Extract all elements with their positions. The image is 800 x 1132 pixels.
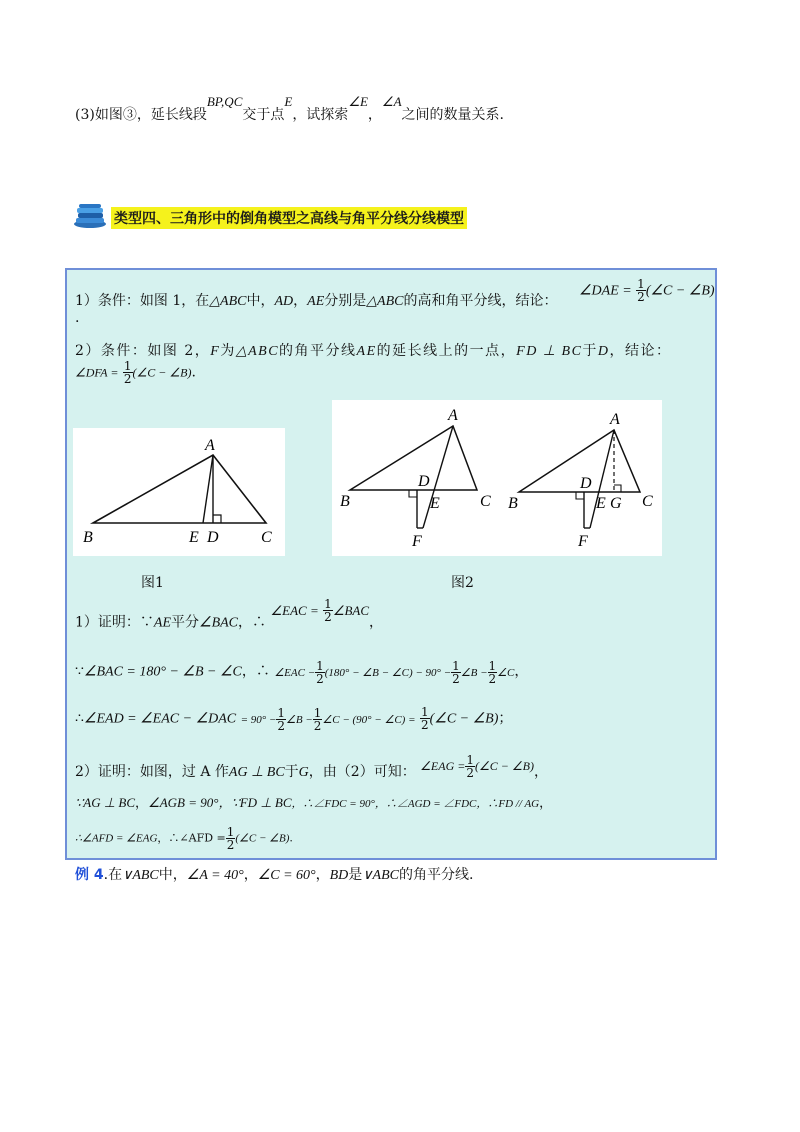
fig2b-label-e: E: [596, 495, 606, 512]
fig2a-label-c: C: [480, 493, 491, 510]
example-4: 例 4.在∨ABC中，∠A = 40°，∠C = 60°，BD是∨ABC的角平分线.: [75, 867, 474, 883]
fig2b-label-c: C: [642, 493, 653, 510]
proof-1-line-1: 1）证明：∵AE平分∠BAC，∴ ∠EAC = $\frac{1}{2}$ ∠BAC，: [75, 597, 384, 631]
condition-2: 2）条件：如图 2，F为△ABC的角平分线AE的延长线上的一点，FD ⊥ BC于D，结论：: [75, 343, 672, 359]
fig1-label-e: E: [189, 529, 199, 546]
fig2b-label-b: B: [508, 495, 518, 512]
figure-1-caption: 图1: [141, 575, 164, 591]
figure-1-diagram: [73, 428, 285, 556]
condition-1-dot: .: [75, 310, 80, 326]
figure-2: [332, 400, 662, 556]
condition-1: 1）条件：如图 1，在△ABC中，AD，AE分别是△ABC的高和角平分线，结论：: [75, 293, 558, 309]
figure-1: [73, 428, 285, 556]
fig2a-label-a: A: [448, 407, 458, 424]
fig2b-label-d: D: [580, 475, 592, 492]
fig1-label-c: C: [261, 529, 272, 546]
proof-2-line-1: 2）证明：如图，过 A 作AG ⊥ BC于G，由（2）可知： ∠EAG = $\frac{1}{2}$ (∠C − ∠B)，: [75, 753, 548, 780]
proof-2-line-2: ∵AG ⊥ BC，∠AGB = 90°，∵FD ⊥ BC，∴∠FDC = 90°，∴∠AGD = ∠FDC，∴FD // AG，: [75, 795, 553, 811]
fig2a-label-f: F: [412, 533, 422, 550]
proof-2-line-3: ∴∠AFD = ∠EAG，∴∠AFD = $\frac{1}{2}$ (∠C − ∠B).: [75, 825, 293, 852]
proof-1-line-3: ∴∠EAD = ∠EAC − ∠DAC = 90° − $\frac{1}{2}$ ∠B − $\frac{1}{2}$ ∠C − (90° − ∠C) = $\frac{1}{2}$ (∠C − ∠B)；: [75, 705, 513, 733]
section-title: 类型四、三角形中的倒角模型之高线与角平分线分线模型: [111, 207, 467, 229]
fig2a-label-e: E: [430, 495, 440, 512]
condition-2-formula: ∠DFA = $\frac{1}{2}$ (∠C − ∠B).: [75, 359, 196, 386]
fig1-label-b: B: [83, 529, 93, 546]
fig2a-label-b: B: [340, 493, 350, 510]
fig1-label-a: A: [205, 437, 215, 454]
figure-2-diagram: [332, 400, 662, 556]
figure-2-caption: 图2: [451, 575, 474, 591]
question-3: (3)如图③，延长线段BP,QC交于点E，试探索∠E，∠A之间的数量关系.: [75, 94, 504, 123]
books-icon: [73, 203, 107, 229]
model-box: [65, 268, 717, 860]
proof-1-line-2: ∵∠BAC = 180° − ∠B − ∠C，∴ ∠EAC − $\frac{1}{2}$ (180° − ∠B − ∠C) − 90° − $\frac{1}{2}$ ∠B − $\frac{1}{2}$ ∠C，: [75, 659, 529, 686]
fig2b-label-a: A: [610, 411, 620, 428]
condition-1-formula: ∠DAE = $\frac{1}{2}$ (∠C − ∠B): [579, 277, 715, 304]
fig2b-label-g: G: [610, 495, 622, 512]
fig1-label-d: D: [207, 529, 219, 546]
fig2a-label-d: D: [418, 473, 430, 490]
fig2b-label-f: F: [578, 533, 588, 550]
example-label: 例 4: [75, 867, 104, 883]
